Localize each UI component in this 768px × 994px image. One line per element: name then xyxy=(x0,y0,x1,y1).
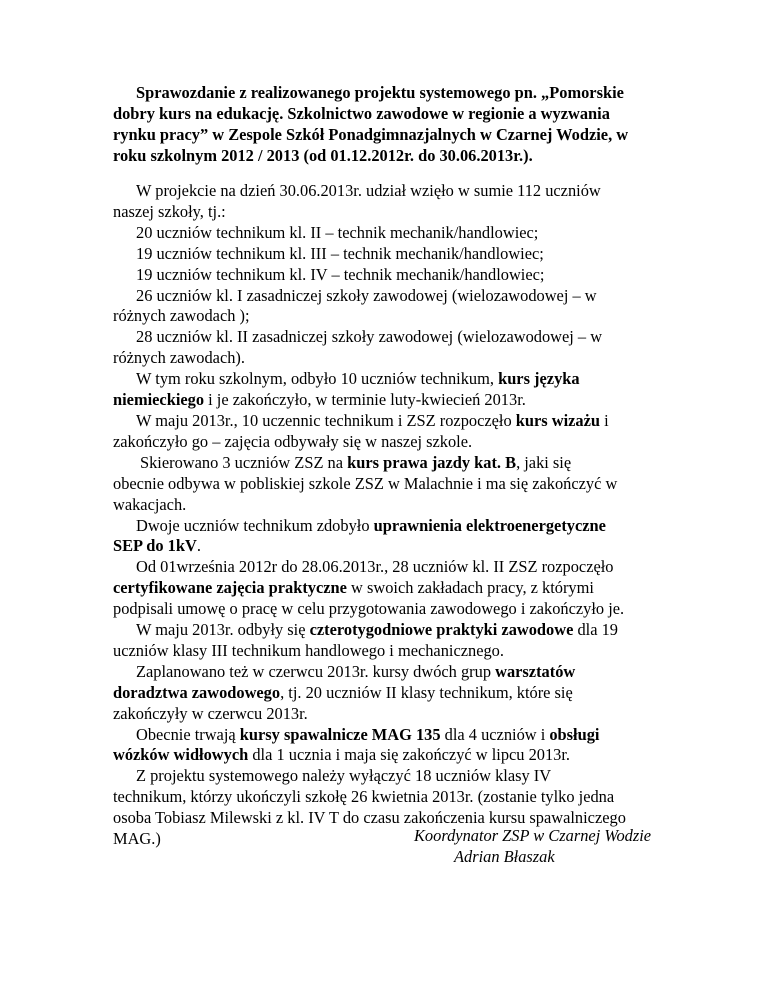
text-line: osoba Tobiasz Milewski z kl. IV T do czasu zakończenia kursu spawalniczego xyxy=(113,808,626,828)
text-line xyxy=(113,453,673,474)
certified-practice-paragraph xyxy=(113,557,673,620)
bold-run: niemieckiego xyxy=(113,390,205,410)
text-run: W maju 2013r. odbyły się xyxy=(136,620,310,640)
text-run: . xyxy=(196,536,201,556)
text-line: technikum, którzy ukończyli szkołę 26 kwietnia 2013r. (zostanie tylko jedna xyxy=(113,787,615,807)
bold-run: kurs języka xyxy=(498,369,580,389)
title-line: Sprawozdanie z realizowanego projektu systemowego pn. „Pomorskie xyxy=(136,83,624,102)
text-line xyxy=(113,745,673,766)
german-course-paragraph xyxy=(113,369,673,411)
text-line: 26 uczniów kl. I zasadniczej szkoły zawodowej (wielozawodowej – w xyxy=(136,285,597,305)
text-line xyxy=(113,725,673,746)
text-line: podpisali umowę o pracę w celu przygotowania zawodowego i zakończyło je. xyxy=(113,599,625,619)
list-item: 19 uczniów technikum kl. IV – technik mechanik/handlowiec; xyxy=(136,264,545,284)
text-run: dla 19 xyxy=(573,620,618,640)
list-item: 19 uczniów technikum kl. III – technik mechanik/handlowiec; xyxy=(136,243,544,263)
text-run: dla 4 uczniów i xyxy=(440,724,550,744)
bold-run: SEP do 1kV xyxy=(113,536,197,556)
text-line xyxy=(113,683,673,704)
text-run: w swoich zakładach pracy, z którymi xyxy=(346,578,594,598)
text-run: W tym roku szkolnym, odbyło 10 uczniów technikum, xyxy=(136,369,499,389)
text-run: dla 1 ucznia i maja się zakończyć w lipcu 2013r. xyxy=(248,745,571,765)
text-line: Z projektu systemowego należy wyłączyć 18 uczniów klasy IV xyxy=(136,766,552,786)
title-line: dobry kurs na edukację. Szkolnictwo zawodowe w regionie a wyzwania xyxy=(113,103,610,123)
text-line: naszej szkoły, tj.: xyxy=(113,201,226,221)
text-line: W projekcie na dzień 30.06.2013r. udział wzięło w sumie 112 uczniów xyxy=(136,181,601,200)
title-line: rynku pracy” w Zespole Szkół Ponadgimnazjalnych w Czarnej Wodzie, w xyxy=(113,124,629,144)
bold-run: uprawnienia elektroenergetyczne xyxy=(373,515,606,535)
welding-course-paragraph xyxy=(113,725,673,767)
text-run: Dwoje uczniów technikum zdobyło xyxy=(136,515,374,535)
title-line: roku szkolnym 2012 / 2013 (od 01.12.2012r. do 30.06.2013r.). xyxy=(113,145,533,165)
text-run: , tj. 20 uczniów II klasy technikum, które się xyxy=(280,682,573,702)
text-run: W maju 2013r., 10 uczennic technikum i ZSZ rozpoczęło xyxy=(136,410,516,430)
internship-paragraph xyxy=(113,620,673,662)
bold-run: doradztwa zawodowego xyxy=(113,682,281,702)
driving-license-paragraph xyxy=(113,453,673,516)
list-item: 20 uczniów technikum kl. II – technik mechanik/handlowiec; xyxy=(136,222,539,242)
text-line: Od 01września 2012r do 28.06.2013r., 28 uczniów kl. II ZSZ rozpoczęło xyxy=(136,557,614,577)
signature-block xyxy=(414,826,714,868)
intro-paragraph xyxy=(113,181,673,223)
text-line: różnych zawodach). xyxy=(113,348,245,368)
text-run: Obecnie trwają xyxy=(136,724,240,744)
text-line xyxy=(113,662,673,683)
text-line xyxy=(113,578,673,599)
text-line: uczniów klasy III technikum handlowego i mechanicznego. xyxy=(113,640,504,660)
text-line: 28 uczniów kl. II zasadniczej szkoły zawodowej (wielozawodowej – w xyxy=(136,327,603,347)
report-body xyxy=(113,181,673,850)
text-line xyxy=(113,411,673,432)
bold-run: czterotygodniowe praktyki zawodowe xyxy=(309,620,574,640)
text-run: , jaki się xyxy=(516,452,572,472)
text-line: zakończyło go – zajęcia odbywały się w naszej szkole. xyxy=(113,431,473,451)
signature-role: Koordynator ZSP w Czarnej Wodzie xyxy=(414,826,652,845)
text-run: Zaplanowano też w czerwcu 2013r. kursy dwóch grup xyxy=(136,661,496,681)
sep-license-paragraph xyxy=(113,516,673,558)
text-line: wakacjach. xyxy=(113,494,187,514)
zsz-class1-paragraph xyxy=(113,286,673,328)
zsz-class2-paragraph xyxy=(113,327,673,369)
bold-run: obsługi xyxy=(549,724,600,744)
text-line xyxy=(113,536,673,557)
text-line: zakończyły w czerwcu 2013r. xyxy=(113,703,308,723)
text-run: Skierowano 3 uczniów ZSZ na xyxy=(140,452,348,472)
text-run: i xyxy=(600,410,609,430)
bold-run: warsztatów xyxy=(495,661,576,681)
makeup-course-paragraph xyxy=(113,411,673,453)
signature-name: Adrian Błaszak xyxy=(454,846,555,866)
bold-run: wózków widłowych xyxy=(113,745,249,765)
text-line xyxy=(113,390,673,411)
bold-run: kurs wizażu xyxy=(515,410,600,430)
text-line: obecnie odbywa w pobliskiej szkole ZSZ w Malachnie i ma się zakończyć w xyxy=(113,473,618,493)
text-run: i je zakończyło, w terminie luty-kwiecień 2013r. xyxy=(204,390,526,410)
bold-run: kursy spawalnicze MAG 135 xyxy=(239,724,441,744)
career-counseling-paragraph xyxy=(113,662,673,725)
text-line: różnych zawodach ); xyxy=(113,306,250,326)
text-line xyxy=(113,369,673,390)
student-list xyxy=(113,223,673,286)
text-line xyxy=(113,620,673,641)
bold-run: certyfikowane zajęcia praktyczne xyxy=(113,578,347,598)
bold-run: kurs prawa jazdy kat. B xyxy=(347,452,517,472)
text-line: MAG.) xyxy=(113,829,161,849)
report-title xyxy=(113,83,673,167)
text-line xyxy=(113,516,673,537)
